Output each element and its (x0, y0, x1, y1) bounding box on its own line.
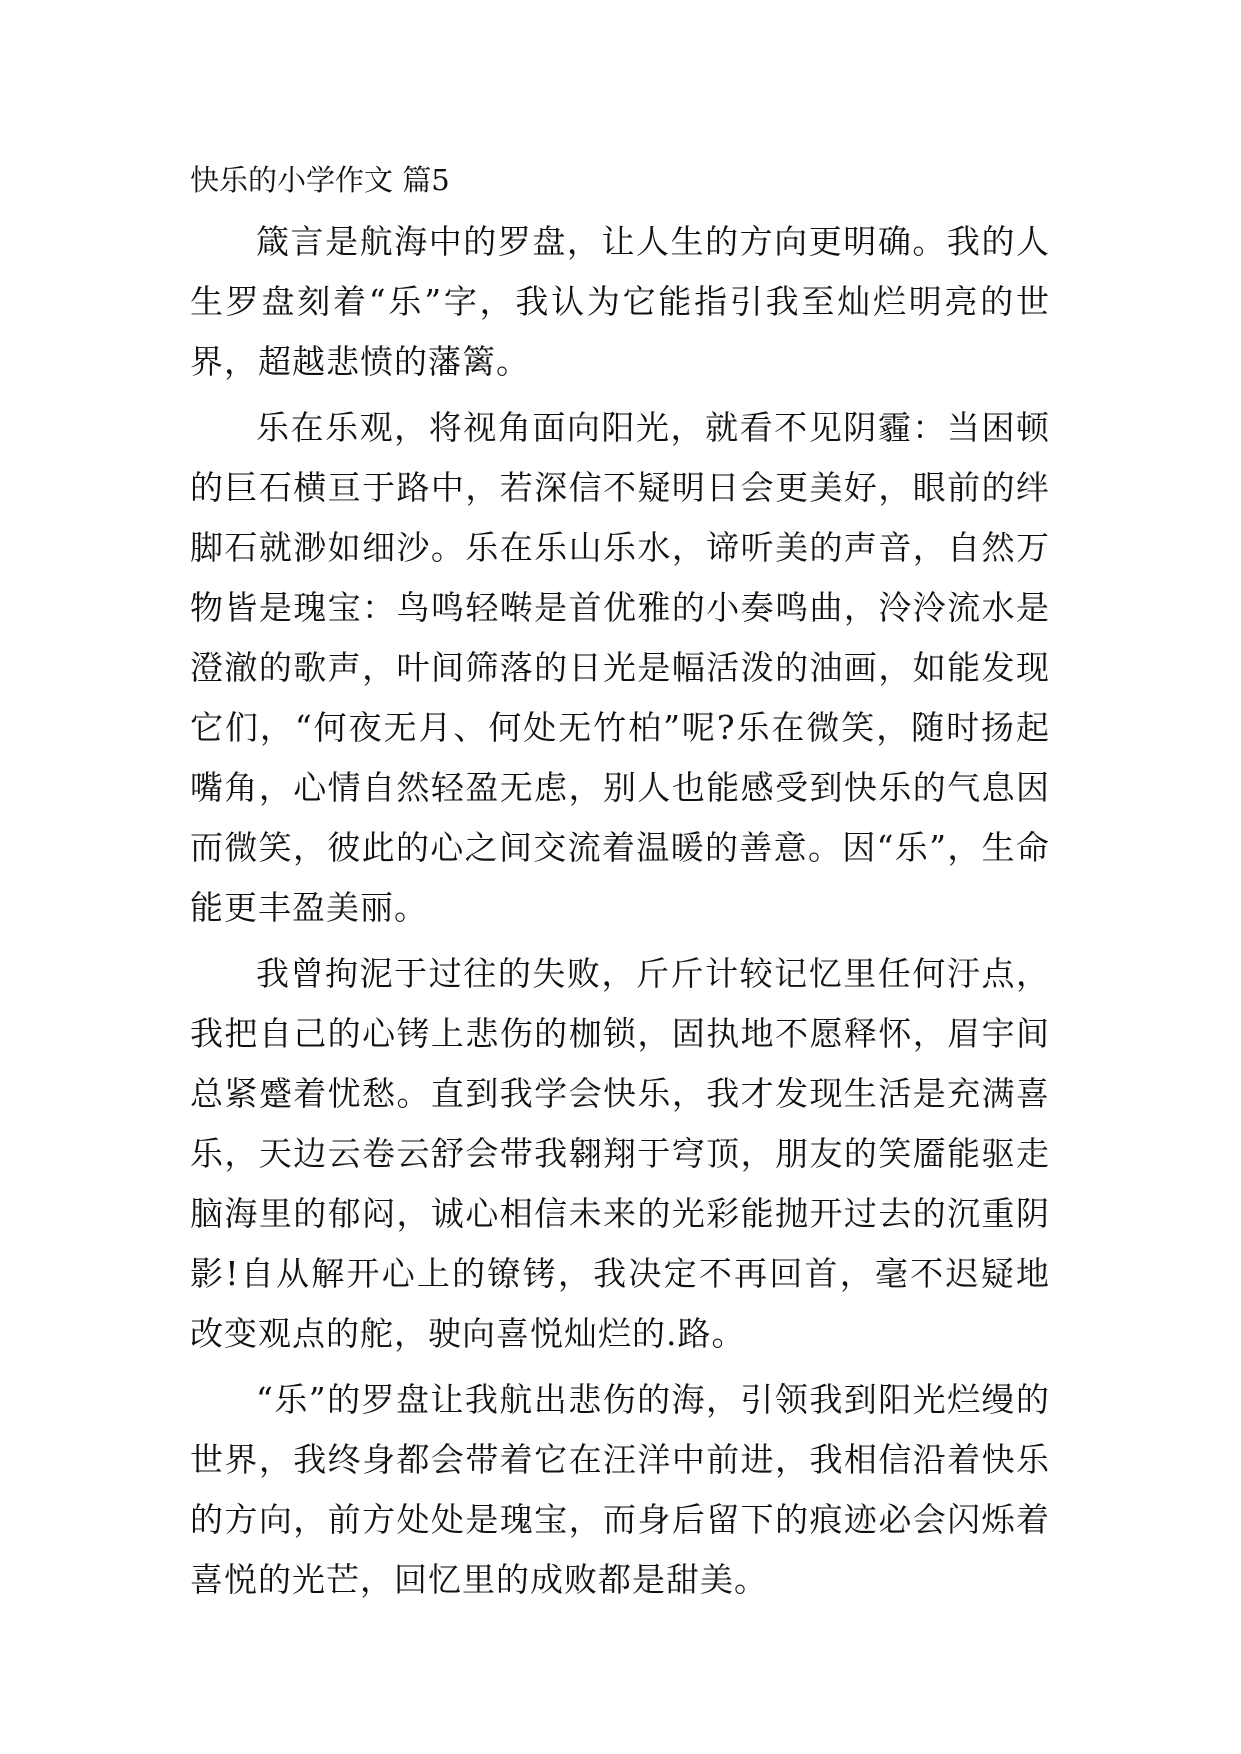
paragraph-3: 我曾拘泥于过往的失败，斤斤计较记忆里任何汙点，我把自己的心铐上悲伤的枷锁，固执地不愿释怀，眉宇间总紧蹙着忧愁。直到我学会快乐，我才发现生活是充满喜乐，天边云卷云舒会带我翱翔于穹顶，朋友的笑靥能驱走脑海里的郁闷，诚心相信未来的光彩能抛开过去的沉重阴影!自从解开心上的镣铐，我决定不再回首，毫不迟疑地改变观点的舵，驶向喜悦灿烂的.路。 (190, 954, 1050, 1353)
document-page (190, 160, 1050, 1616)
paragraph-2: 乐在乐观，将视角面向阳光，就看不见阴霾：当困顿的巨石横亘于路中，若深信不疑明日会更美好，眼前的绊脚石就渺如细沙。乐在乐山乐水，谛听美的声音，自然万物皆是瑰宝：鸟鸣轻啭是首优雅的小奏鸣曲，泠泠流水是澄澈的歌声，叶间筛落的日光是幅活泼的油画，如能发现它们，“何夜无月、何处无竹柏”呢?乐在微笑，随时扬起嘴角，心情自然轻盈无虑，别人也能感受到快乐的气息因而微笑，彼此的心之间交流着温暖的善意。因“乐”，生命能更丰盈美丽。 (190, 408, 1050, 927)
paragraph-4: “乐”的罗盘让我航出悲伤的海，引领我到阳光烂缦的世界，我终身都会带着它在汪洋中前进，我相信沿着快乐的方向，前方处处是瑰宝，而身后留下的痕迹必会闪烁着喜悦的光芒，回忆里的成败都是甜美。 (190, 1380, 1050, 1599)
paragraph-1: 箴言是航海中的罗盘，让人生的方向更明确。我的人生罗盘刻着“乐”字，我认为它能指引我至灿烂明亮的世界，超越悲愤的藩篱。 (190, 222, 1050, 381)
document-title: 快乐的小学作文 篇5 (190, 163, 450, 197)
